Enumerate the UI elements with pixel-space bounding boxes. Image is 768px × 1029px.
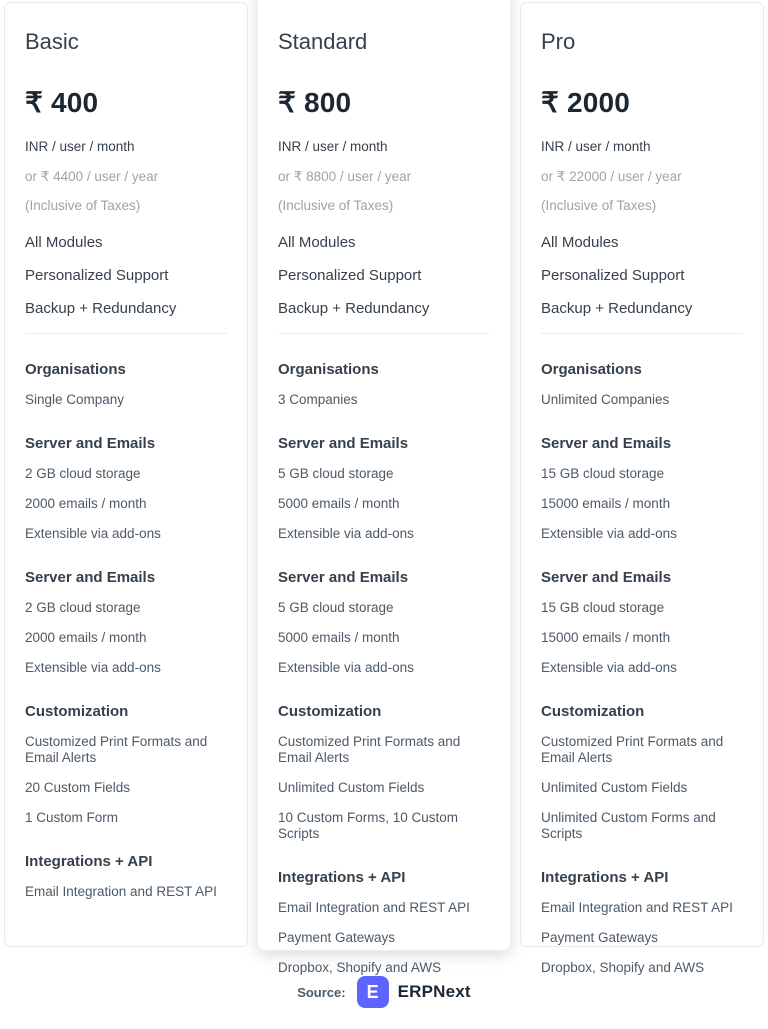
feature-item: Email Integration and REST API	[278, 900, 470, 915]
feature-item: 1 Custom Form	[25, 810, 119, 825]
feature-section-heading: Server and Emails	[541, 569, 672, 586]
plan-highlight: Backup + Redundancy	[278, 300, 430, 317]
feature-item: Customized Print Formats and Email Alerts	[25, 734, 208, 765]
feature-item: 15 GB cloud storage	[541, 600, 665, 615]
brand-name: ERPNext	[397, 982, 471, 1001]
feature-section-heading: Server and Emails	[541, 435, 672, 452]
plan-highlights	[278, 234, 490, 318]
feature-item: Customized Print Formats and Email Alerts	[278, 734, 461, 765]
plan-card-basic	[4, 2, 248, 947]
feature-section-heading: Server and Emails	[278, 435, 409, 452]
source-label: Source:	[297, 984, 346, 1000]
feature-section-heading: Server and Emails	[25, 569, 156, 586]
pricing-cards	[4, 2, 764, 975]
plan-price-per: INR / user / month	[25, 139, 135, 154]
feature-section-heading: Integrations + API	[25, 853, 153, 870]
feature-item: Customized Print Formats and Email Alerts	[541, 734, 724, 765]
plan-card-standard	[257, 0, 511, 975]
plan-highlights	[25, 234, 227, 318]
feature-section-heading: Customization	[278, 703, 382, 720]
feature-item: Unlimited Companies	[541, 392, 670, 407]
feature-item: 20 Custom Fields	[25, 780, 131, 795]
plan-feature-sections	[25, 361, 227, 900]
feature-section-heading: Organisations	[25, 361, 126, 378]
feature-item: 5 GB cloud storage	[278, 466, 394, 481]
plan-price: ₹ 2000	[541, 87, 631, 118]
feature-item: Payment Gateways	[541, 930, 659, 945]
plan-price-per: INR / user / month	[278, 139, 388, 154]
plan-highlight: Personalized Support	[278, 267, 422, 284]
plan-name: Pro	[541, 29, 576, 54]
feature-item: Dropbox, Shopify and AWS	[541, 960, 705, 975]
plan-highlight: Personalized Support	[541, 267, 685, 284]
feature-item: Unlimited Custom Fields	[541, 780, 688, 795]
plan-highlight: All Modules	[541, 234, 619, 251]
plan-price-per: INR / user / month	[541, 139, 651, 154]
divider	[278, 333, 490, 334]
feature-item: Dropbox, Shopify and AWS	[278, 960, 442, 975]
erpnext-logo-icon: E	[357, 976, 389, 1008]
plan-highlight: All Modules	[25, 234, 103, 251]
feature-item: 2 GB cloud storage	[25, 600, 141, 615]
feature-section-heading: Integrations + API	[278, 869, 406, 886]
feature-item: 15000 emails / month	[541, 630, 671, 645]
feature-item: 3 Companies	[278, 392, 358, 407]
feature-item: Email Integration and REST API	[25, 884, 217, 899]
plan-highlight: Backup + Redundancy	[25, 300, 177, 317]
feature-item: Unlimited Custom Fields	[278, 780, 425, 795]
divider	[541, 333, 743, 334]
plan-yearly-price: or ₹ 22000 / user / year	[541, 169, 682, 184]
plan-tax-note: (Inclusive of Taxes)	[278, 198, 394, 213]
source-attribution	[0, 976, 768, 1008]
feature-section-heading: Server and Emails	[278, 569, 409, 586]
feature-item: 15 GB cloud storage	[541, 466, 665, 481]
plan-name: Basic	[25, 29, 79, 54]
feature-item: Email Integration and REST API	[541, 900, 733, 915]
feature-item: Extensible via add-ons	[541, 526, 677, 541]
plan-card-pro	[520, 2, 764, 975]
plan-tax-note: (Inclusive of Taxes)	[541, 198, 657, 213]
feature-item: Extensible via add-ons	[25, 526, 161, 541]
plan-highlight: All Modules	[278, 234, 356, 251]
plan-feature-sections	[541, 361, 743, 976]
plan-highlights	[541, 234, 743, 318]
feature-item: Single Company	[25, 392, 125, 407]
feature-item: Unlimited Custom Forms and Scripts	[541, 810, 716, 841]
feature-section-heading: Integrations + API	[541, 869, 669, 886]
feature-item: 2 GB cloud storage	[25, 466, 141, 481]
plan-price: ₹ 400	[25, 87, 99, 118]
plan-tax-note: (Inclusive of Taxes)	[25, 198, 141, 213]
feature-item: 2000 emails / month	[25, 630, 147, 645]
feature-item: Extensible via add-ons	[541, 660, 677, 675]
plan-highlight: Backup + Redundancy	[541, 300, 693, 317]
feature-item: 2000 emails / month	[25, 496, 147, 511]
feature-section-heading: Server and Emails	[25, 435, 156, 452]
plan-highlight: Personalized Support	[25, 267, 169, 284]
feature-item: 10 Custom Forms, 10 Custom Scripts	[278, 810, 459, 841]
feature-item: 15000 emails / month	[541, 496, 671, 511]
divider	[25, 333, 227, 334]
feature-section-heading: Customization	[25, 703, 129, 720]
feature-item: 5000 emails / month	[278, 630, 400, 645]
feature-section-heading: Organisations	[541, 361, 642, 378]
feature-item: Extensible via add-ons	[278, 526, 414, 541]
plan-yearly-price: or ₹ 4400 / user / year	[25, 169, 159, 184]
feature-section-heading: Organisations	[278, 361, 379, 378]
plan-feature-sections	[278, 361, 490, 976]
plan-yearly-price: or ₹ 8800 / user / year	[278, 169, 412, 184]
feature-item: Extensible via add-ons	[278, 660, 414, 675]
feature-item: Payment Gateways	[278, 930, 396, 945]
plan-price: ₹ 800	[278, 87, 352, 118]
feature-item: Extensible via add-ons	[25, 660, 161, 675]
feature-item: 5000 emails / month	[278, 496, 400, 511]
feature-item: 5 GB cloud storage	[278, 600, 394, 615]
plan-name: Standard	[278, 29, 368, 54]
feature-section-heading: Customization	[541, 703, 645, 720]
